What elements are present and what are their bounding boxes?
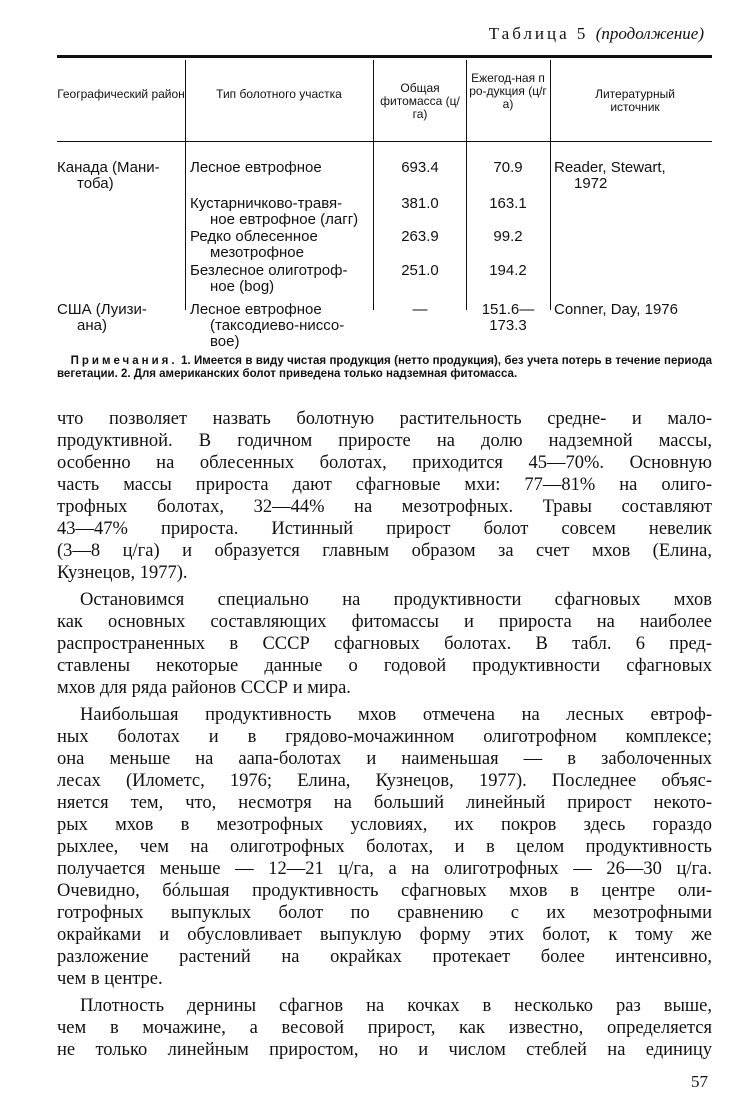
row-total: 263.9	[401, 228, 439, 245]
text-line: распространенных в СССР сфагновых болотах. В табл. 6 пред-	[57, 634, 712, 654]
text-line: Очевидно, бóльшая продуктивность сфагновых мхов в центре оли-	[57, 881, 712, 901]
header-source: Литературный источник	[595, 87, 675, 114]
text-line: няется тем, что, несмотря на больший линейный прирост некото-	[57, 793, 712, 813]
table-notes	[57, 355, 712, 381]
row-source: Reader, Stewart, 1972	[554, 159, 666, 192]
text-line: рых мхов в мезотрофных условиях, их покров здесь гораздо	[57, 815, 712, 835]
row-type: Лесное евтрофное (таксодиево-ниссо- вое)	[190, 301, 345, 350]
column-divider	[550, 60, 551, 310]
row-annual: 151.6— 173.3	[481, 301, 535, 334]
text-line: 43—47% прироста. Истинный прирост болот совсем невелик	[57, 519, 712, 539]
text-line: трофных болотах, 32—44% на мезотрофных. Травы составляют	[57, 497, 712, 517]
paragraph	[57, 995, 712, 1061]
row-type: Редко облесенное мезотрофное	[190, 228, 318, 261]
caption-note: (продолжение)	[595, 24, 704, 43]
text-line: Наибольшая продуктивность мхов отмечена на лесных евтроф-	[80, 705, 712, 725]
row-type: Кустарничково-травя- ное евтрофное (лагг)	[190, 195, 359, 228]
text-line: (3—8 ц/га) и образуется главным образом за счет мхов (Елина,	[57, 541, 712, 561]
table-caption	[489, 24, 704, 44]
header-total: Общая фитомасса (ц/га)	[380, 81, 460, 121]
row-total: 693.4	[401, 159, 439, 176]
page-number: 57	[691, 1072, 708, 1091]
text-line: получается меньше — 12—21 ц/га, а на олиготрофных — 26—30 ц/га.	[57, 859, 712, 879]
text-line: окрайками и обусловливает выпуклую форму этих болот, к тому же	[57, 925, 712, 945]
paragraph	[57, 408, 712, 584]
text-line: ных болотах и в грядово-мочажинном олиготрофном комплексе;	[57, 727, 712, 747]
table-top-rule	[57, 55, 712, 58]
paragraph	[57, 704, 712, 990]
row-annual: 70.9	[493, 159, 523, 176]
row-total: 381.0	[401, 195, 439, 212]
row-source: Conner, Day, 1976	[554, 301, 678, 318]
row-annual: 194.2	[489, 262, 527, 279]
row-type: Безлесное олиготроф- ное (bog)	[190, 262, 348, 295]
row-region: Канада (Мани- тоба)	[57, 159, 160, 192]
text-line: часть массы прироста дают сфагновые мхи: 77—81% на олиго-	[57, 475, 712, 495]
row-region: США (Луизи- ана)	[57, 301, 147, 334]
row-total: 251.0	[401, 262, 439, 279]
table-header-rule	[57, 141, 712, 142]
text-line: особенно на облесенных болотах, приходится 45—70%. Основную	[57, 453, 712, 473]
text-line: как основных составляющих фитомассы и прироста на наиболее	[57, 612, 712, 632]
body-text	[57, 408, 712, 1066]
text-line: готрофных выпуклых болот по сравнению с их мезотрофными	[57, 903, 712, 923]
caption-label: Таблица 5	[488, 24, 589, 43]
paragraph	[57, 589, 712, 699]
text-line: что позволяет назвать болотную растительность средне- и мало-	[57, 409, 712, 429]
column-divider	[185, 60, 186, 310]
text-line: Плотность дернины сфагнов на кочках в несколько раз выше,	[80, 996, 712, 1016]
row-type: Лесное евтрофное	[190, 159, 322, 176]
row-annual: 163.1	[489, 195, 527, 212]
text-line: она меньше на аапа-болотах и наименьшая — в заболоченных	[57, 749, 712, 769]
text-line: лесах (Илометс, 1976; Елина, Кузнецов, 1977). Последнее объяс-	[57, 771, 712, 791]
text-line: чем в мочажине, а весовой прирост, как известно, определяется	[57, 1018, 712, 1038]
text-line: ставлены некоторые данные о годовой продуктивности сфагновых	[57, 656, 712, 676]
header-region: Географический район	[57, 87, 185, 101]
column-divider	[373, 60, 374, 310]
notes-text: 1. Имеется в виду чистая продукция (нетто продукция), без учета потерь в течение периода вегетации. 2. Для американских болот приведена только надземная фитомасса.	[57, 355, 713, 380]
header-type: Тип болотного участка	[216, 87, 342, 101]
header-annual: Ежегод-ная про-дукция (ц/га)	[469, 71, 547, 111]
row-total: —	[412, 301, 428, 318]
notes-lead: Примечания.	[70, 355, 178, 367]
text-line: мхов для ряда районов СССР и мира.	[57, 678, 351, 698]
row-annual: 99.2	[493, 228, 523, 245]
text-line: чем в центре.	[57, 969, 163, 989]
text-line: Остановимся специально на продуктивности сфагновых мхов	[80, 590, 712, 610]
text-line: Кузнецов, 1977).	[57, 563, 188, 583]
text-line: разложение растений на окрайках протекает более интенсивно,	[57, 947, 712, 967]
column-divider	[466, 60, 467, 310]
text-line: продуктивной. В годичном приросте на долю надземной массы,	[57, 431, 712, 451]
text-line: рыхлее, чем на олиготрофных болотах, и в целом продуктивность	[57, 837, 712, 857]
text-line: не только линейным приростом, но и числом стеблей на единицу	[57, 1040, 712, 1060]
